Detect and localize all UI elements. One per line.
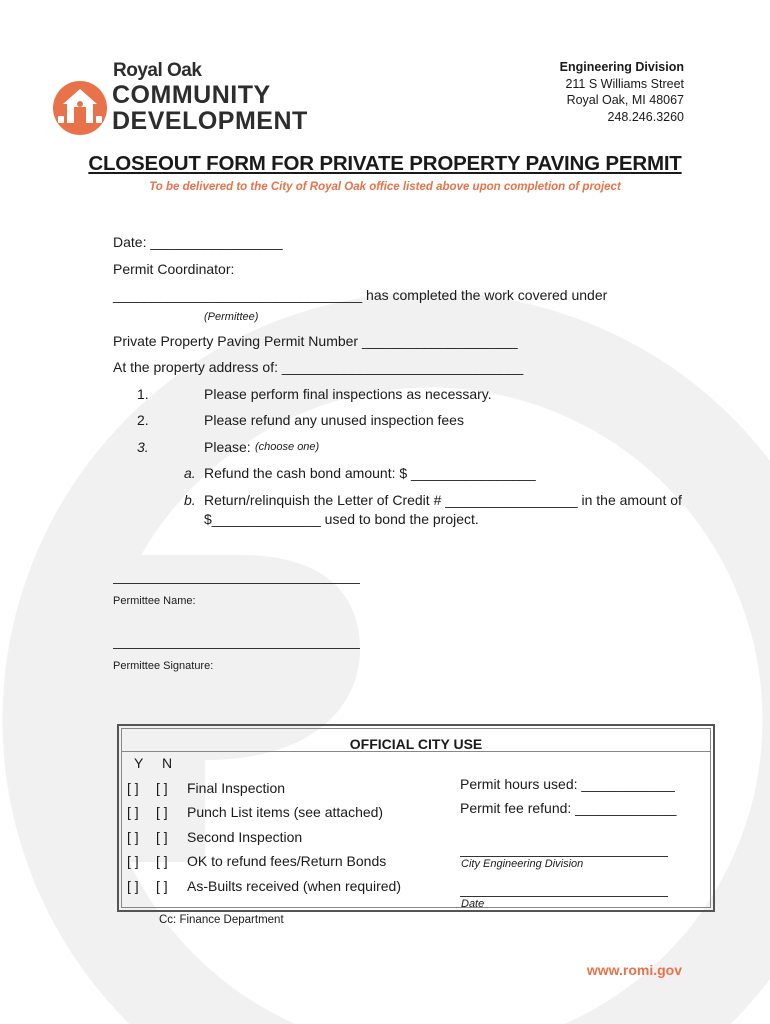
- permittee-hint: (Permittee): [204, 311, 259, 323]
- permittee-signature-label: Permittee Signature:: [113, 660, 214, 672]
- permit-number-field[interactable]: Private Property Paving Permit Number ____________________: [113, 333, 518, 349]
- item-refund-fees: Please refund any unused inspection fees: [204, 412, 464, 428]
- no-checkbox[interactable]: [ ]: [156, 829, 168, 845]
- item-number: 1.: [137, 386, 149, 402]
- check-refund-fees: OK to refund fees/Return Bonds: [187, 853, 387, 869]
- check-final-inspection: Final Inspection: [187, 780, 286, 796]
- phone-number: 248.246.3260: [607, 109, 684, 124]
- date-label: Date: [461, 898, 485, 910]
- permit-hours-field[interactable]: Permit hours used: ____________: [460, 776, 675, 792]
- office-address: [560, 59, 684, 125]
- no-column-label: N: [162, 755, 173, 771]
- brand-name-small: Royal Oak: [113, 60, 202, 81]
- yes-checkbox[interactable]: [ ]: [127, 780, 139, 796]
- item-choose-label: Please:: [204, 439, 251, 455]
- item-final-inspections: Please perform final inspections as necessary.: [204, 386, 492, 402]
- yes-column-label: Y: [134, 755, 144, 771]
- yes-checkbox[interactable]: [ ]: [127, 829, 139, 845]
- brand-name-line1: COMMUNITY: [112, 81, 271, 109]
- street-address: 211 S Williams Street: [565, 76, 684, 91]
- form-subtitle: To be delivered to the City of Royal Oak office listed above upon completion of project: [149, 181, 621, 193]
- yes-checkbox[interactable]: [ ]: [127, 878, 139, 894]
- no-checkbox[interactable]: [ ]: [156, 853, 168, 869]
- form-title: CLOSEOUT FORM FOR PRIVATE PROPERTY PAVING PERMIT: [88, 152, 682, 175]
- no-checkbox[interactable]: [ ]: [156, 804, 168, 820]
- no-checkbox[interactable]: [ ]: [156, 780, 168, 796]
- logo-house-icon: [52, 80, 108, 136]
- cc-line: Cc: Finance Department: [159, 914, 284, 926]
- permittee-name-label: Permittee Name:: [113, 595, 196, 607]
- no-checkbox[interactable]: [ ]: [156, 878, 168, 894]
- date-signature-line[interactable]: [460, 896, 668, 897]
- permittee-signature-line[interactable]: [113, 648, 360, 649]
- city-address: Royal Oak, MI 48067: [566, 93, 684, 107]
- permittee-name-line[interactable]: [113, 583, 360, 584]
- check-punch-list: Punch List items (see attached): [187, 804, 384, 820]
- engineering-division-label: City Engineering Division: [461, 858, 584, 870]
- option-a-cash-bond[interactable]: Refund the cash bond amount: $ ________________: [204, 465, 536, 481]
- division-name: Engineering Division: [559, 60, 684, 74]
- option-letter: a.: [184, 465, 196, 481]
- option-letter: b.: [184, 492, 196, 508]
- date-field[interactable]: Date: _________________: [113, 234, 283, 250]
- item-number: 3.: [137, 439, 149, 455]
- engineering-signature-line[interactable]: [460, 856, 668, 857]
- yes-checkbox[interactable]: [ ]: [127, 804, 139, 820]
- option-b-letter-of-credit[interactable]: Return/relinquish the Letter of Credit # _________________ in the amount of: [204, 492, 682, 508]
- permittee-completed-field[interactable]: ________________________________ has completed the work covered under: [113, 287, 608, 303]
- check-as-builts: As-Builts received (when required): [187, 878, 401, 894]
- yes-checkbox[interactable]: [ ]: [127, 853, 139, 869]
- website-link[interactable]: www.romi.gov: [586, 962, 682, 978]
- check-second-inspection: Second Inspection: [187, 829, 303, 845]
- permit-fee-field[interactable]: Permit fee refund: _____________: [460, 800, 677, 816]
- option-b-amount[interactable]: $______________ used to bond the project.: [204, 511, 479, 527]
- official-heading: OFFICIAL CITY USE: [122, 729, 710, 752]
- item-number: 2.: [137, 412, 149, 428]
- brand-name-line2: DEVELOPMENT: [112, 107, 308, 135]
- coordinator-label: Permit Coordinator:: [113, 261, 235, 277]
- property-address-field[interactable]: At the property address of: _______________________________: [113, 359, 524, 375]
- choose-one-hint: (choose one): [255, 441, 320, 453]
